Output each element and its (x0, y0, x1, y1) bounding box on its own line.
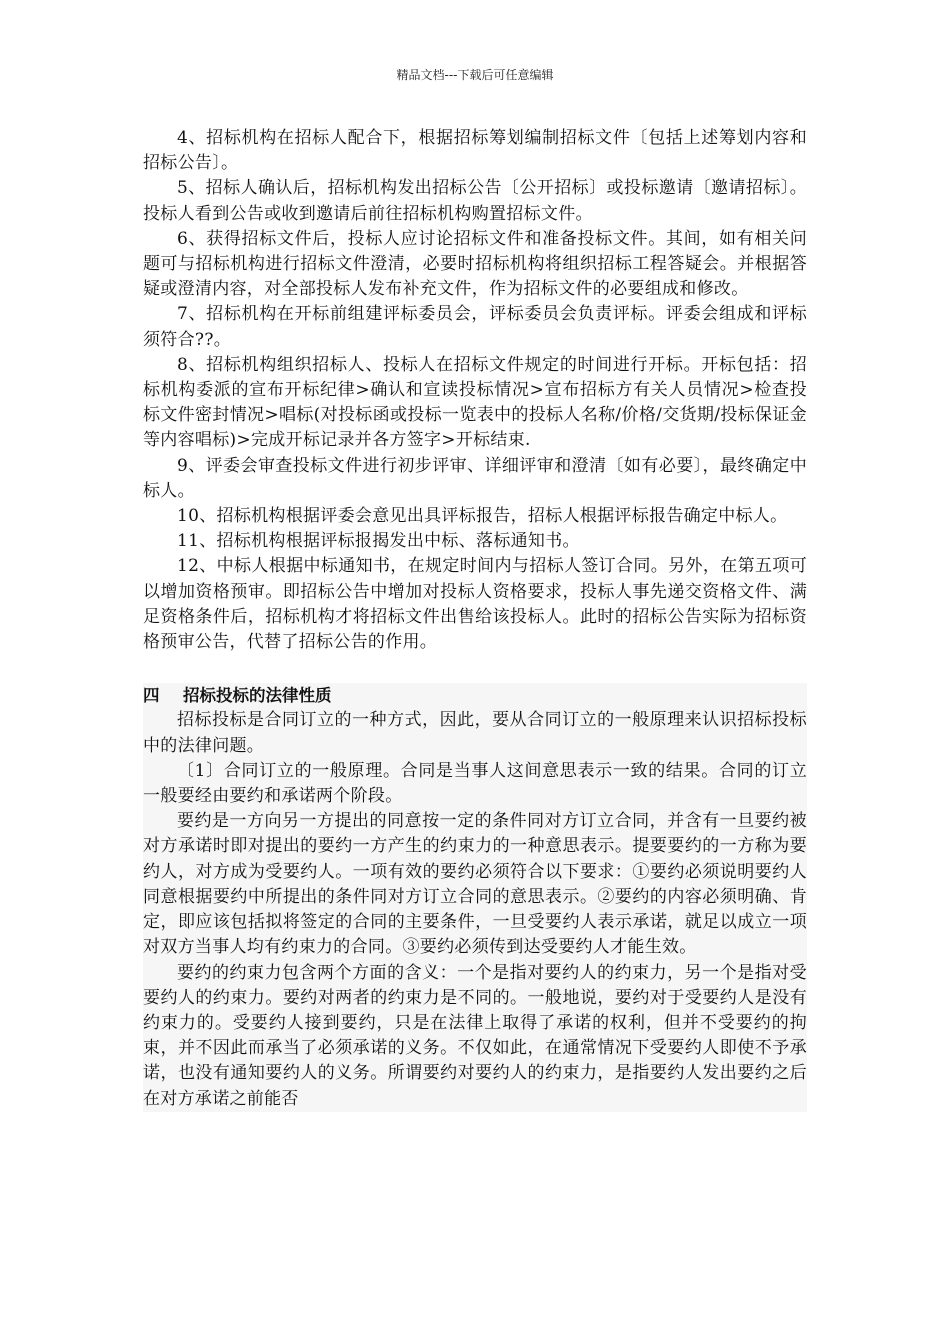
section-paragraph: 要约是一方向另一方提出的同意按一定的条件同对方订立合同，并含有一旦要约被对方承诺时即对提出的要约一方产生的约束力的一种意思表示。提要要约的一方称为要约人，对方成为受要约人。一项有效的要约必须符合以下要求：①要约必须说明要约人同意根据要约中所提出的条件同对方订立合同的意思表示。②要约的内容必须明确、肯定，即应该包括拟将签定的合同的主要条件，一旦受要约人表示承诺，就足以成立一项对双方当事人均有约束力的合同。③要约必须传到达受要约人才能生效。 (143, 809, 807, 960)
step-paragraph: 12、中标人根据中标通知书，在规定时间内与招标人签订合同。另外，在第五项可以增加资格预审。即招标公告中增加对投标人资格要求，投标人事先递交资格文件、满足资格条件后，招标机构才将招标文件出售给该投标人。此时的招标公告实际为招标资格预审公告，代替了招标公告的作用。 (143, 556, 807, 653)
section-paragraph: 〔1〕合同订立的一般原理。合同是当事人这间意思表示一致的结果。合同的订立一般要经由要约和承诺两个阶段。 (143, 759, 807, 809)
document-body (143, 126, 807, 1112)
section-legal-nature (143, 683, 807, 1111)
step-paragraph: 6、获得招标文件后，投标人应讨论招标文件和准备投标文件。其间，如有相关问题可与招标机构进行招标文件澄清，必要时招标机构将组织招标工程答疑会。并根据答疑或澄清内容，对全部投标人发布补充文件，作为招标文件的必要组成和修改。 (143, 228, 807, 300)
step-paragraph: 11、招标机构根据评标报揭发出中标、落标通知书。 (177, 531, 580, 552)
step-paragraph: 9、评委会审查投标文件进行初步评审、详细评审和澄清〔如有必要〕，最终确定中标人。 (143, 455, 807, 501)
step-paragraph: 8、招标机构组织招标人、投标人在招标文件规定的时间进行开标。开标包括：招标机构委派的宣布开标纪律>确认和宣读投标情况>宣布招标方有关人员情况>检查投标文件密封情况>唱标(对投标函或投标一览表中的投标人名称/价格/交货期/投标保证金等内容唱标)>完成开标记录并各方签字>开标结束. (143, 354, 807, 451)
step-paragraph: 5、招标人确认后，招标机构发出招标公告〔公开招标〕或投标邀请〔邀请招标〕。投标人看到公告或收到邀请后前往招标机构购置招标文件。 (143, 178, 807, 224)
section-paragraph: 招标投标是合同订立的一种方式，因此，要从合同订立的一般原理来认识招标投标中的法律问题。 (143, 708, 807, 758)
section-number: 四 (143, 686, 160, 706)
section-paragraph: 要约的约束力包含两个方面的含义：一个是指对要约人的约束力，另一个是指对受要约人的约束力。要约对两者的约束力是不同的。一般地说，要约对于受要约人是没有约束力的。受要约人接到要约，只是在法律上取得了承诺的权利，但并不受要约的拘束，并不因此而承当了必须承诺的义务。不仅如此，在通常情况下受要约人即使不予承诺，也没有通知要约人的义务。所谓要约对要约人的约束力，是指要约人发出要约之后在对方承诺之前能否 (143, 961, 807, 1112)
step-paragraph: 10、招标机构根据评委会意见出具评标报告，招标人根据评标报告确定中标人。 (177, 506, 788, 527)
step-paragraph: 7、招标机构在开标前组建评标委员会，评标委员会负责评标。评委会组成和评标须符合??。 (143, 304, 807, 350)
section-heading (143, 683, 807, 708)
page-header: 精品文档---下载后可任意编辑 (396, 68, 554, 82)
section-title: 招标投标的法律性质 (183, 686, 332, 706)
step-paragraph: 4、招标机构在招标人配合下，根据招标筹划编制招标文件〔包括上述筹划内容和招标公告〕。 (143, 128, 807, 174)
